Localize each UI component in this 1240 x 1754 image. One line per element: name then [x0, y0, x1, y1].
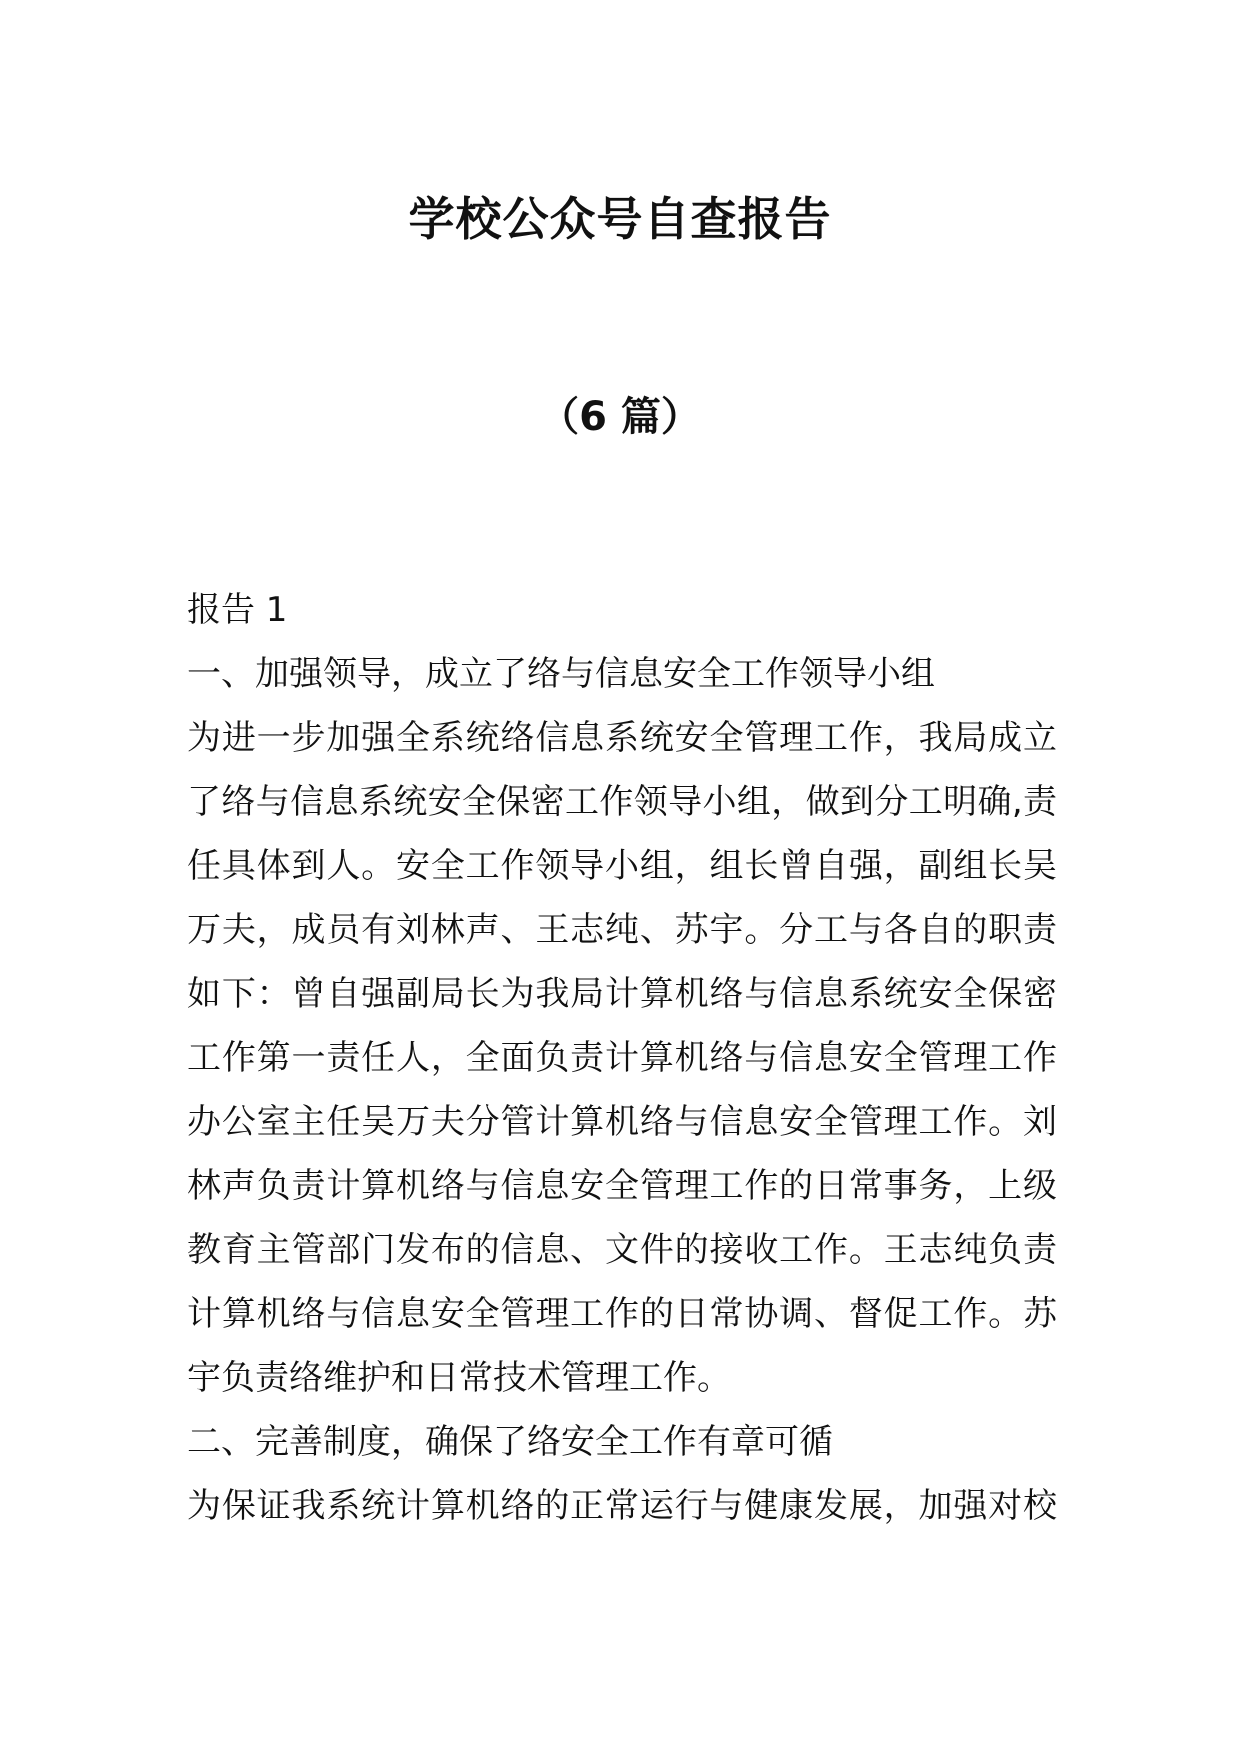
document-title: 学校公众号自查报告 [408, 192, 832, 246]
text-line: 为保证我系统计算机络的正常运行与健康发展，加强对校 [187, 1486, 1057, 1526]
document-subtitle: （6 篇） [539, 394, 701, 440]
text-line: 万夫，成员有刘林声、王志纯、苏宇。分工与各自的职责 [187, 910, 1057, 950]
text-line: 办公室主任吴万夫分管计算机络与信息安全管理工作。刘 [187, 1102, 1057, 1142]
text-line: 宇负责络维护和日常技术管理工作。 [187, 1358, 731, 1398]
text-line: 工作第一责任人，全面负责计算机络与信息安全管理工作 [187, 1038, 1057, 1078]
text-line: 林声负责计算机络与信息安全管理工作的日常事务，上级 [187, 1166, 1057, 1206]
text-line: 计算机络与信息安全管理工作的日常协调、督促工作。苏 [187, 1294, 1057, 1334]
text-line: 二、完善制度，确保了络安全工作有章可循 [187, 1422, 833, 1462]
text-line: 一、加强领导，成立了络与信息安全工作领导小组 [187, 654, 935, 694]
text-line: 为进一步加强全系统络信息系统安全管理工作，我局成立 [187, 718, 1057, 758]
text-line: 如下：曾自强副局长为我局计算机络与信息系统安全保密 [187, 974, 1057, 1014]
text-line: 任具体到人。安全工作领导小组，组长曾自强，副组长吴 [187, 846, 1057, 886]
text-line: 了络与信息系统安全保密工作领导小组，做到分工明确,责 [187, 782, 1057, 822]
document-body [187, 578, 1057, 1538]
text-line: 报告 1 [187, 590, 288, 630]
text-line: 教育主管部门发布的信息、文件的接收工作。王志纯负责 [187, 1230, 1057, 1270]
